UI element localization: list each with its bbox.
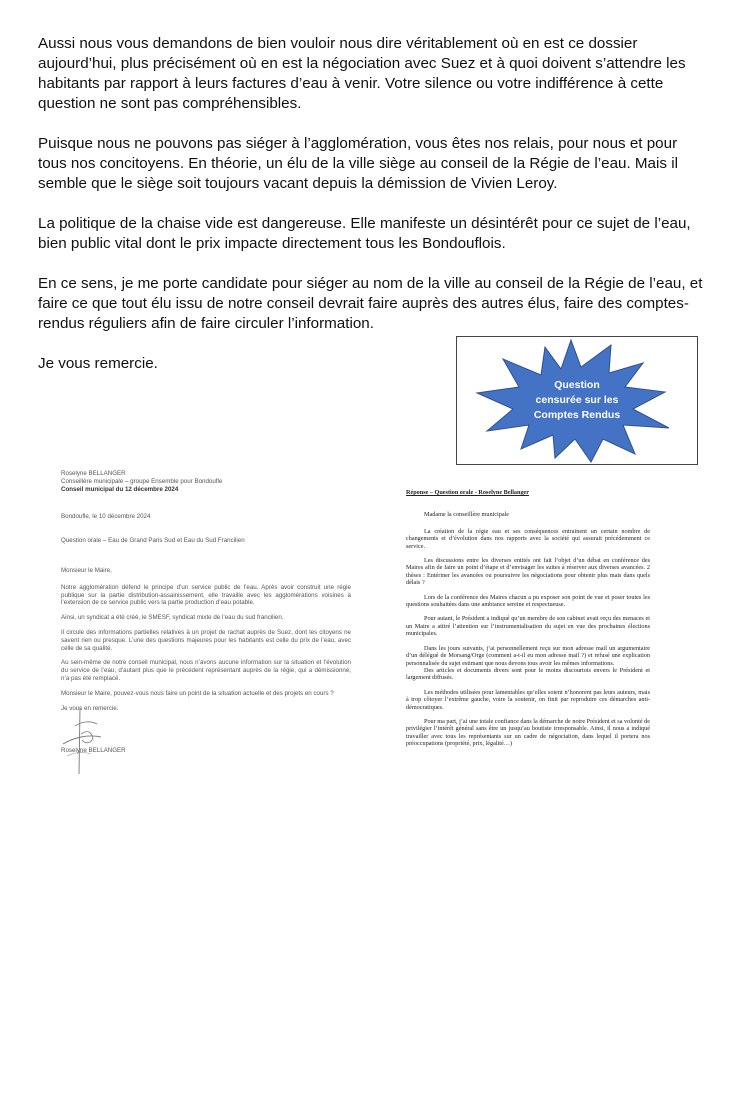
- letter-paragraph: Ainsi, un syndicat a été créé, le SMESF, syndicat mixte de l’eau du sud francilien.: [61, 614, 284, 622]
- response-paragraph: Les méthodes utilisées pour lamentables qu’elles soient n’honorent pas leurs auteurs, mais à trop côtoyer l’extrême gauche, voire la soutenir, on finit par reproduire ces démarches anti-démocratiques.: [406, 688, 650, 711]
- signature-name: Roselyne BELLANGER: [61, 747, 126, 755]
- response-paragraph: Pour autant, le Président a indiqué qu’un membre de son cabinet avait reçu des menaces et un Maire a attiré l’attention sur l’instrumentalisation du sujet en vue des prochaines élections municipales.: [406, 615, 650, 638]
- letter-paragraph: Monsieur le Maire, pouvez-vous nous faire un point de la situation actuelle et des projets en cours ?: [61, 689, 334, 697]
- sender-role: Conseillère municipale – groupe Ensemble pour Bondoufle: [61, 477, 223, 485]
- stamp-line: Question: [554, 379, 600, 391]
- censored-stamp: [456, 336, 698, 465]
- response-title: Réponse – Question orale - Roselyne Bellanger: [406, 489, 530, 496]
- handwritten-signature-icon: [61, 704, 141, 776]
- intro-paragraph: En ce sens, je me porte candidate pour siéger au nom de la ville au conseil de la Régie de l’eau, et faire ce que tout élu issu de notre conseil devrait faire auprès des autres élus, faire des comptes-rendus réguliers afin de faire circuler l’information.: [38, 275, 703, 332]
- intro-paragraph: Puisque nous ne pouvons pas siéger à l’agglomération, vous êtes nos relais, pour nous et pour tous nos concitoyens. En théorie, un élu de la ville siège au conseil de la Régie de l’eau. Mais il semble que le siège soit toujours vacant depuis la démission de Vivien Leroy.: [38, 135, 678, 192]
- place-date: Bondoufle, le 10 décembre 2024: [61, 513, 151, 521]
- stamp-line: censurée sur les: [535, 394, 619, 406]
- stamp-line: Comptes Rendus: [533, 409, 621, 421]
- letter-salutation: Monsieur le Maire,: [61, 566, 112, 574]
- meeting-title: Conseil municipal du 12 décembre 2024: [61, 485, 179, 493]
- stamp-label: [517, 378, 637, 423]
- letter-paragraph: Au sein-même de notre conseil municipal, nous n’avons aucune information sur la situation et l’évolution du service de l’eau, d’autant plus que le précédent représentant auprès de la régie, qui a démissionné, n’a pas été remplacé.: [61, 659, 351, 682]
- response-paragraph: Pour ma part, j’ai une totale confiance dans la démarche de notre Président et sa volonté de privilégier l’intérêt général sans être un jusqu’au boutiste irresponsable. Ainsi, il nous a indiqué travailler avec tous les représentants sur un cadre de négociation, dans lequel il portera nos préoccupations (propriété, prix, légalité…): [406, 717, 650, 748]
- letter-paragraph: Notre agglomération défend le principe d’un service public de l’eau. Après avoir construit une régie publique sur la partie distribution-assainissement, elle travaille avec les agglomérations voisines à l’extension de ce service public vers la partie production d’eau potable.: [61, 583, 351, 607]
- intro-paragraph: Aussi nous vous demandons de bien vouloir nous dire véritablement où en est ce dossier aujourd’hui, plus précisément où en est la négociation avec Suez et à quoi doivent s’attendre les habitants par rapport à leurs factures d’eau à venir. Votre silence ou votre indifférence à cette question ne sont pas compréhensibles.: [38, 35, 686, 112]
- response-paragraph: Lors de la conférence des Maires chacun a pu exposer son point de vue et poser toutes les questions souhaitées dans une ambiance sereine et respectueuse.: [406, 593, 650, 609]
- signature: [61, 712, 351, 755]
- response-letter: [406, 489, 650, 755]
- response-salutation: Madame la conseillère municipale: [424, 511, 510, 519]
- letter-closing: Je vous en remercie.: [61, 704, 119, 712]
- response-paragraph: Des articles et documents divers sont pour le moins discourtois envers le Président et largement diffusés.: [406, 666, 650, 682]
- intro-closing: Je vous remercie.: [38, 355, 158, 372]
- response-paragraph: Dans les jours suivants, j’ai personnellement reçu sur mon adresse mail un argumentaire d’un délégué de Morsang/Orge (comment a-t-il eu mon adresse mail ?) et refusé une explication personnalisée du sujet estimant que nous devons tous avoir les mêmes informations.: [406, 644, 650, 667]
- letter-subject: Question orale – Eau de Grand Paris Sud et Eau du Sud Francilien: [61, 537, 245, 545]
- response-paragraph: Les discussions entre les diverses entités ont fait l’objet d’un débat en conférence des Maires afin de faire un point d’étape et d’envisager les suites à réserver aux diverses avancées. 2 thèses : Entériner les avancées ou poursuivre les négociations pour obtenir plus mais dans quels délais ?: [406, 557, 650, 587]
- sender-name: Roselyne BELLANGER: [61, 470, 126, 477]
- letter-paragraph: Il circule des informations partielles relatives à un projet de rachat auprès de Suez, dont les citoyens ne savent rien ou presque. L’une des questions majeures pour les habitants est celle du prix de l’eau, avec celle de sa qualité.: [61, 628, 351, 652]
- response-paragraph: La création de la régie eau et ses conséquences entrainent un certain nombre de changements et d’évolution dans nos rapports avec la société qui assurait précédemment ce service.: [406, 527, 650, 550]
- intro-paragraph: La politique de la chaise vide est dangereuse. Elle manifeste un désintérêt pour ce sujet de l’eau, bien public vital dont le prix impacte directement tous les Bondouflois.: [38, 215, 691, 252]
- question-letter: [61, 470, 351, 755]
